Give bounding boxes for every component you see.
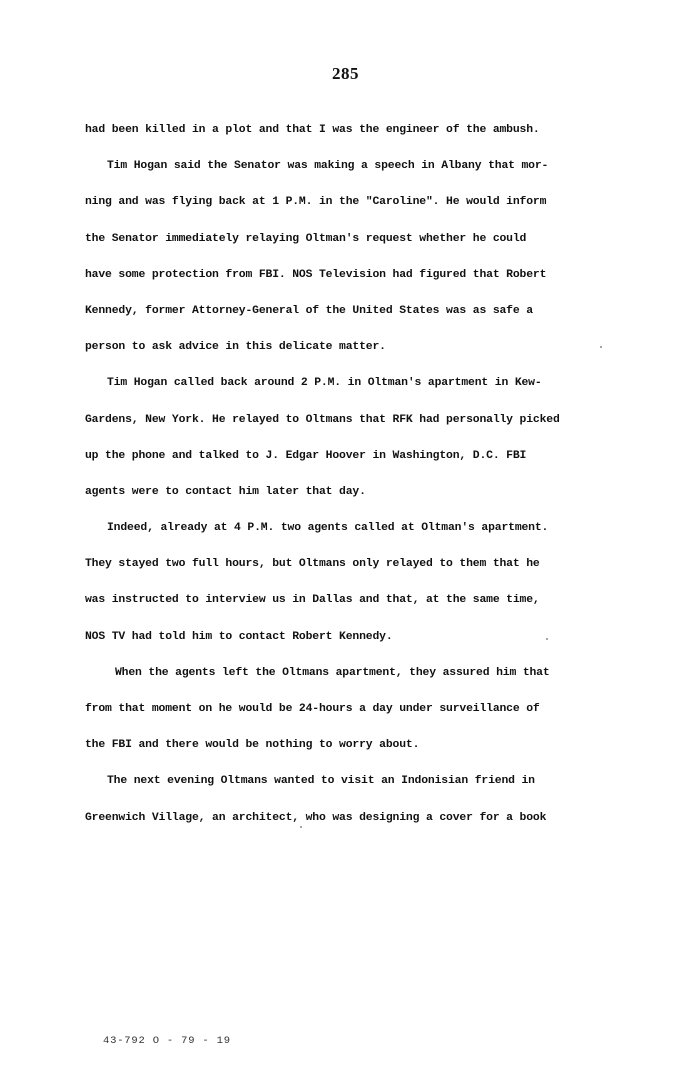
scan-speck	[546, 638, 548, 640]
page-number: 285	[332, 64, 359, 83]
scan-speck	[600, 346, 602, 348]
text-line: up the phone and talked to J. Edgar Hoover in Washington, D.C. FBI	[85, 449, 527, 462]
text-line: the Senator immediately relaying Oltman's request whether he could	[85, 232, 527, 245]
footer-print-code: 43-792 O - 79 - 19	[103, 1035, 231, 1047]
text-line: When the agents left the Oltmans apartment, they assured him that	[115, 666, 550, 679]
text-line: had been killed in a plot and that I was the engineer of the ambush.	[85, 124, 540, 136]
body-text	[85, 112, 610, 836]
text-line: ning and was flying back at 1 P.M. in the "Caroline". He would inform	[85, 196, 547, 209]
text-line: have some protection from FBI. NOS Television had figured that Robert	[85, 268, 547, 281]
text-line: Tim Hogan called back around 2 P.M. in Oltman's apartment in Kew-	[107, 377, 542, 390]
text-line: Indeed, already at 4 P.M. two agents called at Oltman's apartment.	[107, 522, 549, 535]
text-line: was instructed to interview us in Dallas and that, at the same time,	[85, 594, 540, 607]
scan-speck	[300, 826, 302, 828]
text-line: They stayed two full hours, but Oltmans only relayed to them that he	[85, 558, 540, 571]
text-line: NOS TV had told him to contact Robert Kennedy.	[85, 630, 393, 643]
text-line: Kennedy, former Attorney-General of the United States was as safe a	[85, 304, 533, 317]
text-line: Tim Hogan said the Senator was making a speech in Albany that mor-	[107, 160, 549, 173]
text-line: person to ask advice in this delicate matter.	[85, 341, 386, 354]
text-line: the FBI and there would be nothing to worry about.	[85, 739, 420, 752]
text-line: Greenwich Village, an architect, who was designing a cover for a book	[85, 811, 547, 824]
text-line: from that moment on he would be 24-hours a day under surveillance of	[85, 703, 540, 715]
text-line: Gardens, New York. He relayed to Oltmans that RFK had personally picked	[85, 413, 560, 426]
text-line: agents were to contact him later that day.	[85, 485, 366, 498]
text-line: The next evening Oltmans wanted to visit an Indonisian friend in	[107, 775, 535, 788]
